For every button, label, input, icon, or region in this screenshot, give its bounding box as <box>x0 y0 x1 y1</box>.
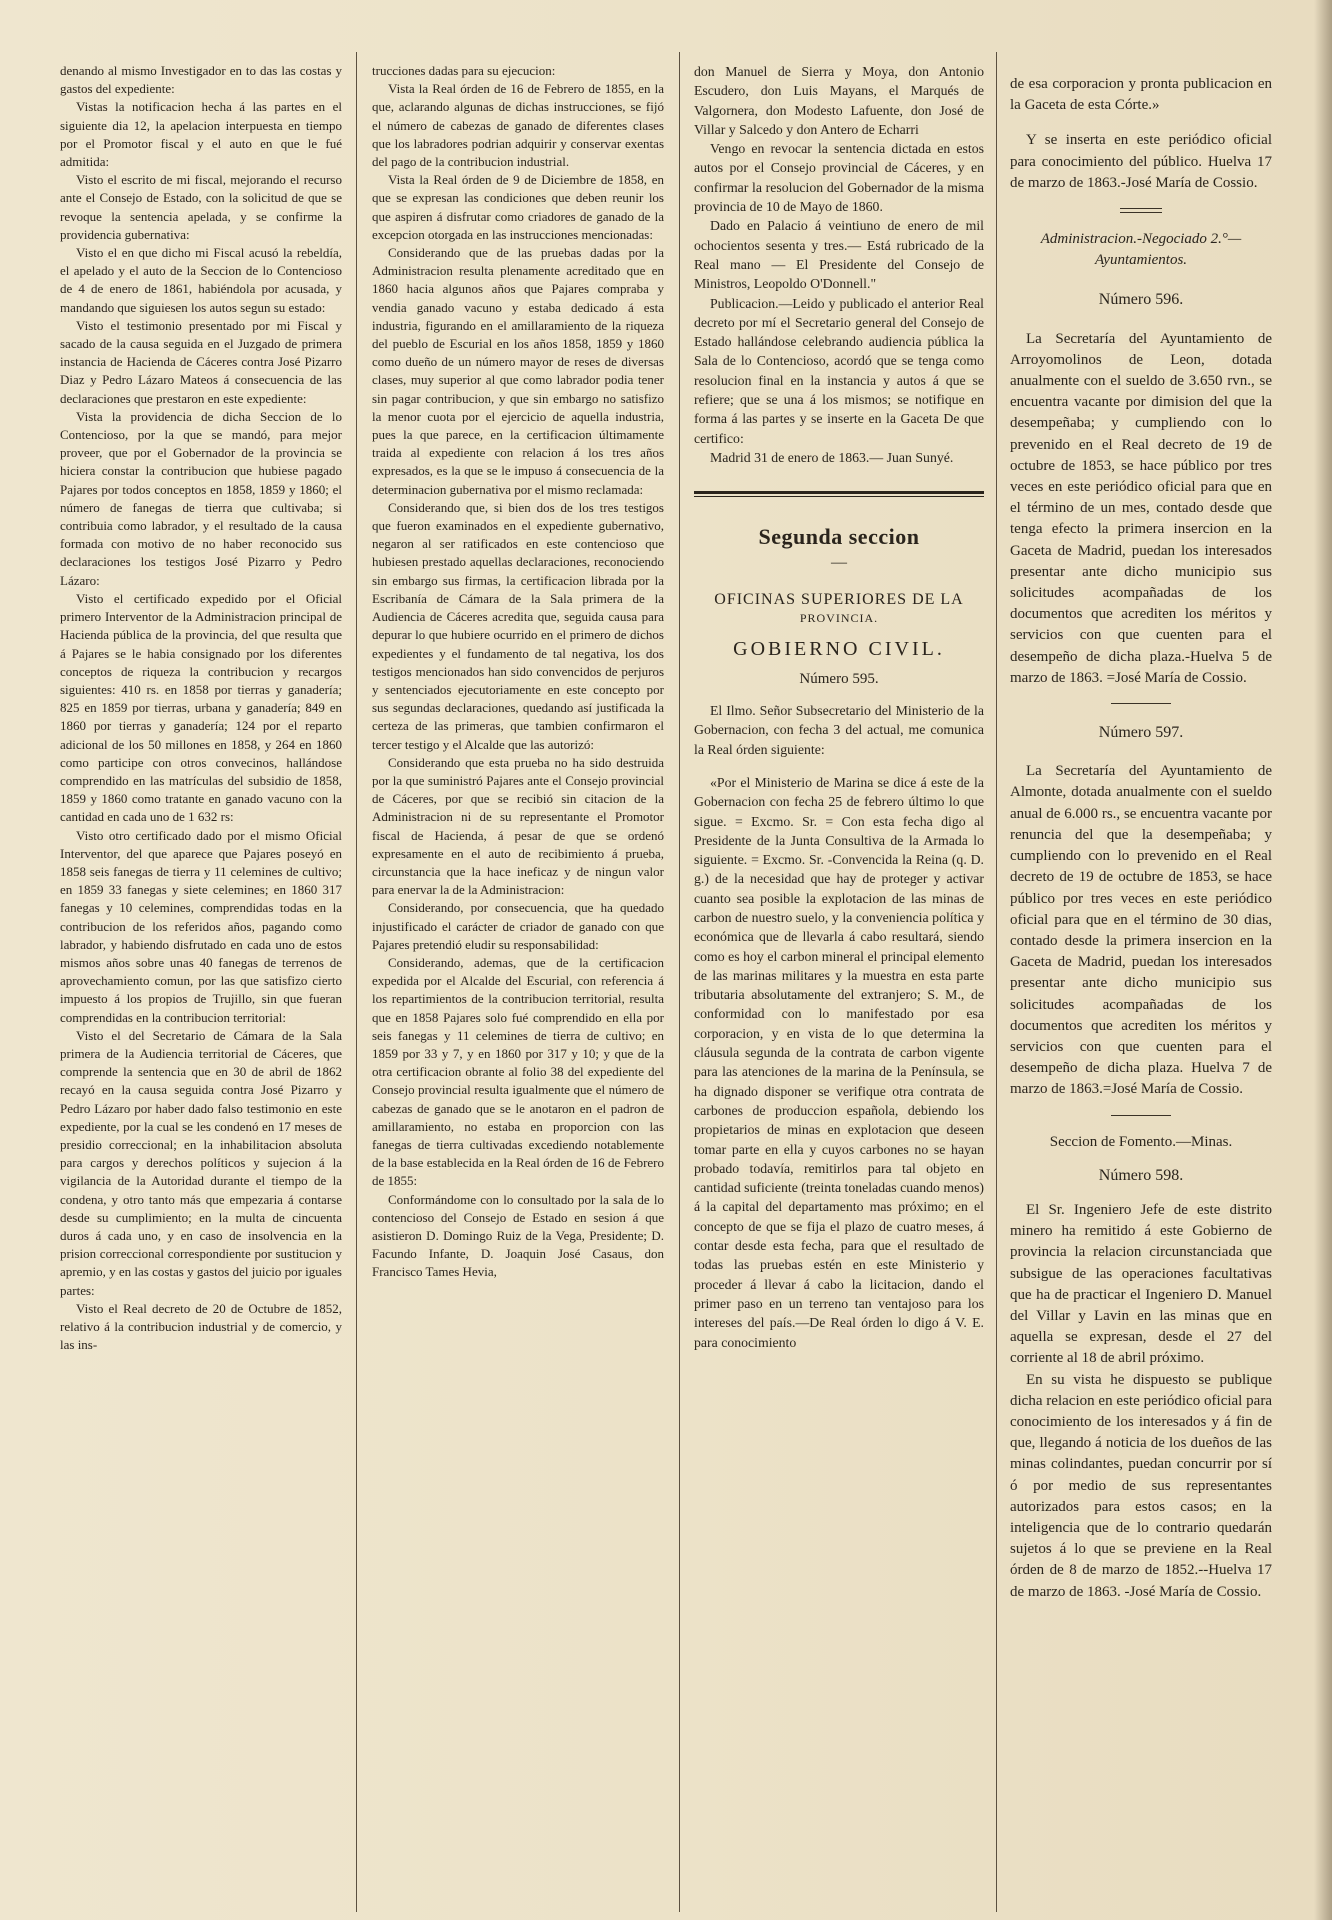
divider <box>1120 208 1162 213</box>
paragraph: don Manuel de Sierra y Moya, don Antonio Escudero, don Luis Mayans, el Marqués de Valgornera, don Modesto Lafuente, don José de Villar y Salcedo y don Antero de Echarri <box>694 64 984 137</box>
column-2 <box>372 62 664 1282</box>
page-edge <box>1314 0 1332 1920</box>
notice-number: Número 598. <box>1098 1166 1184 1184</box>
paragraph: Considerando, ademas, que de la certificacion expedida por el Alcalde del Escurial, con referencia á los repartimientos de la contribucion territorial, resulta que en 1858 Pajares solo fué comprendido en ella por seis fanegas y 11 celemines de tierra de cultivo; en 1859 por 33 y 7, y en 1860 por 317 y 10; y que de la otra certificacion obrante al folio 38 del expediente del Consejo provincial resulta igualmente que el número de cabezas de ganado que se le anotaron en el padron de amillaramiento, no estaba en proporcion con las fanegas de tierra cultivadas excediendo notablemente de la base establecida en la Real órden de 16 de Febrero de 1855: <box>372 954 664 1189</box>
divider <box>1111 703 1171 704</box>
paragraph: «Por el Ministerio de Marina se dice á este de la Gobernacion con fecha 25 de febrero último lo que sigue. = Excmo. Sr. = Con esta fecha digo al Presidente de la Junta Consultiva de la Armada lo siguiente. = Excmo. Sr. -Convencida la Reina (q. D. g.) de la necesidad que hay de proteger y activar cuanto sea posible la explotacion de las minas de carbon de nuestro suelo, y la conveniencia política y económica que de llevarla á cabo resultará, siendo como es hoy el carbon mineral el principal elemento de las marinas militares y la muestra en esta parte tributaria absolutamente del extranjero; S. M., de conformidad con lo manifestado por esa corporacion, y en vista de lo que determina la cláusula segunda de la contrata de carbon vigente para las atenciones de la marina de la Península, se ha dignado disponer se verifique otra contrata de carbones de produccion española, debiendo los propietarios de minas en explotacion que deseen tomar parte en ella y cuyos carbones no se hayan probado todavía, remitirlos para tal objeto en cantidad suficiente (treinta toneladas cuando menos) á la capital del departamento mas próximo; en el concepto de que se fija el plazo de cuatro meses, á contar desde esta fecha, para que el resultado de todas las pruebas estén en este Ministerio y proceder á llevar á cabo la licitacion, dando el primer paso en un terreno tan ventajoso para los intereses del país.—De Real órden lo digo á V. E. para conocimiento <box>694 774 985 1350</box>
office-title: OFICINAS SUPERIORES DE LA <box>714 590 964 608</box>
section-rule <box>694 496 984 497</box>
paragraph: Visto el certificado expedido por el Oficial primero Interventor de la Administracion principal de Hacienda pública de la provincia, del que resulta que á Pajares se le habia consignado por los diferentes conceptos de riqueza la contribucion y recargos siguientes: 410 rs. en 1858 por tierras y ganadería; 825 en 1859 por tierras, urbana y ganadería; 849 en 1860 por tierras y ganadería; 124 por el reparto adicional de los 50 millones en 1858, y 264 en 1860 como participe con otros convecinos, hallándose comprendido en las matrículas del subsidio de 1858, 1859 y 1860 como tratante en ganado vacuno con la cantidad en cada uno de 1 632 rs: <box>60 590 342 825</box>
paragraph: La Secretaría del Ayuntamiento de Arroyomolinos de Leon, dotada anualmente con el sueldo de 3.650 rvn., se encuentra vacante por dimision del que la desempeñaba; y cumpliendo con lo prevenido en el Real decreto de 19 de octubre de 1853, se hace público por tres veces en este periódico oficial para que en el término de un mes, contado desde que tenga efecto la primera insercion en la Gaceta de Madrid, puedan los interesados presentar ante dicho municipio sus solicitudes acompañadas de los documentos que acrediten los méritos y servicios con que cuenten para el desempeño de dicha plaza.-Huelva 5 de marzo de 1863. =José María de Cossio. <box>1010 330 1272 686</box>
paragraph: trucciones dadas para su ejecucion: <box>372 63 556 78</box>
paragraph: Publicacion.—Leido y publicado el anterior Real decreto por mí el Secretario general del Consejo de Estado hallándose celebrando audiencia pública la Sala de lo Contencioso, acordó que se tenga como resolucion final en la instancia y autos á que se refiere; que se una á los mismos; se notifique en forma á las partes y se inserte en la Gaceta De que certifico: <box>694 295 984 446</box>
paragraph: Vista la Real órden de 9 de Diciembre de 1858, en que se expresan las condiciones que deben reunir los que aspiren á disfrutar como criadores de ganado de la excepcion otorgada en las instrucciones mencionadas: <box>372 172 664 242</box>
paragraph: Considerando que, si bien dos de los tres testigos que fueron examinados en el expediente gubernativo, negaron al ser ratificados en este contencioso que hubiesen prestado aquellas declaraciones, reconociendo sin embargo sus firmas, la certificacion librada por la Escribanía de Cámara de la Sala primera de la Audiencia de Cáceres acredita que, seguida causa para depurar lo que hubiere ocurrido en el primero de dichos expedientes y el fundamento de tal negativa, los dos testigos mencionados han sido convencidos de perjuros y sentenciados ejecutoriamente en este concepto por sus segundas declaraciones, quedando así justificada la certeza de las primeras, que tambien confirmaron el tercer testigo y el Alcalde que las autorizó: <box>372 499 664 752</box>
paragraph: Vista la providencia de dicha Seccion de lo Contencioso, por la que se mandó, para mejor proveer, que por el Gobernador de la provincia se hiciera constar la contribucion que hubiese pagado Pajares por todos conceptos en 1858, 1859 y 1860; el número de fanegas de tierra que cultivaba; si contribuia como labrador, y el resultado de la causa formada con motivo de no haber reconocido sus declaraciones los testigos José Pizarro y Pedro Lázaro: <box>60 408 342 588</box>
section-rule <box>694 491 984 494</box>
column-rule <box>996 52 997 1912</box>
paragraph: Conformándome con lo consultado por la sala de lo contencioso del Consejo de Estado en sesion á que asistieron D. Domingo Ruiz de la Vega, Presidente; D. Facundo Infante, D. Joaquin José Casaus, don Francisco Tames Hevia, <box>372 1191 664 1280</box>
paragraph: El Sr. Ingeniero Jefe de este distrito minero ha remitido á este Gobierno de provincia la relacion circunstanciada que subsigue de las operaciones facultativas que ha de practicar el Ingeniero D. Manuel del Villar y Lavin en las minas que en aquella se expresan, desde el 27 del corriente al 18 de abril próximo. <box>1010 1201 1272 1367</box>
section-heading: Seccion de Fomento.—Minas. <box>1049 1133 1233 1150</box>
paragraph: El Ilmo. Señor Subsecretario del Ministerio de la Gobernacion, con fecha 3 del actual, me comunica la Real órden siguiente: <box>694 703 984 757</box>
paragraph: La Secretaría del Ayuntamiento de Almonte, dotada anualmente con el sueldo anual de 6.000 rs., se encuentra vacante por renuncia del que la desempeñaba; y cumpliendo con lo prevenido en el Real decreto de 19 de octubre de 1853, se hace público por tres veces en este periódico oficial para que en el término de 30 dias, contado desde la primera insercion en la Gaceta de Madrid, puedan los interesados presentar ante dicho municipio sus solicitudes acompañadas de los documentos que acrediten los méritos y servicios con que cuenten para el desempeño de dicha plaza. Huelva 7 de marzo de 1863.=José María de Cossio. <box>1010 763 1272 1098</box>
paragraph: Visto el escrito de mi fiscal, mejorando el recurso ante el Consejo de Estado, con la solicitud de que se revoque la sentencia apelada, y se confirme la providencia gubernativa: <box>60 172 342 242</box>
admin-heading: Ayuntamientos. <box>1094 252 1188 269</box>
section-dash: — <box>831 553 847 571</box>
divider <box>1111 1115 1171 1116</box>
notice-number: Número 596. <box>1098 291 1184 309</box>
spacer <box>694 759 984 773</box>
government-title: GOBIERNO CIVIL. <box>733 638 945 661</box>
paragraph: Visto el del Secretario de Cámara de la Sala primera de la Audiencia territorial de Cáceres, que comprende la sentencia que en 30 de abril de 1862 recayó en la causa seguida contra José Pizarro y Pedro Lázaro por haber dado falso testimonio en este expediente, por la cual se les condenó en 17 meses de presidio correccional; en la inhabilitacion absoluta para cargos y derechos políticos y sujecion á la vigilancia de la Autoridad durante el tiempo de la condena, y otro tanto más que empezaria á contarse desde su cumplimiento; en la multa de cincuenta duros á cada uno, y en caso de insolvencia en la prision correccional correspondiente por sustitucion y apremio, y en las costas y gastos del juicio por iguales partes: <box>60 1027 342 1298</box>
paragraph: Visto otro certificado dado por el mismo Oficial Interventor, del que aparece que Pajares poseyó en 1858 seis fanegas de tierra y 11 celemines de cultivo; en 1859 33 fanegas y siete celemines; en 1860 317 fanegas y 10 celemines, comprendidas todas en la contribucion de los referidos años, pagando como labrador, y habiendo disfrutado en cada uno de estos mismos años sobre unas 40 fanegas de terrenos de aprovechamiento comun, por las que satisfizo cierto impuesto á los propios de Trujillo, sin que fueran comprendidas en la contribucion territorial: <box>60 827 342 1025</box>
paragraph: Considerando que de las pruebas dadas por la Administracion resulta plenamente acreditado que en 1860 hacia algunos años que Pajares compraba y vendia ganado vacuno y estaba dedicado á esta industria, figurando en el amillaramiento de la riqueza del pueblo de Escurial en los años 1858, 1859 y 1860 como dueño de un número mayor de reses de diversas clases, muy superior al que como labrador podia tener sin pagar contribucion, y que sin embargo no satisfizo la menor cuota por el ejercicio de aquella industria, pues la que parece, en la certificacion últimamente traida al expediente con relacion á los tres años expresados, es la que se le impuso á consecuencia de la determinacion gubernativa por el mismo reclamada: <box>372 245 664 497</box>
paragraph: Visto el testimonio presentado por mi Fiscal y sacado de la causa seguida en el Juzgado de primera instancia de Hacienda de Cáceres contra José Pizarro Diaz y Pedro Lázaro Mateos á consecuencia de las declaraciones que prestaron en este expediente: <box>60 317 342 406</box>
column-4 <box>1010 74 1272 1603</box>
admin-heading: Administracion.-Negociado 2.°— <box>1040 231 1242 248</box>
paragraph: Considerando, por consecuencia, que ha quedado injustificado el carácter de criador de ganado con que Pajares pretendió eludir su responsabilidad: <box>372 900 664 952</box>
notice-number: Número 597. <box>1098 724 1184 742</box>
paragraph: Y se inserta en este periódico oficial para conocimiento del público. Huelva 17 de marzo de 1863.-José María de Cossio. <box>1010 132 1272 191</box>
notice-number: Número 595. <box>799 670 879 687</box>
paragraph: Dado en Palacio á veintiuno de enero de mil ochocientos sesenta y tres.— Está rubricado de la Real mano — El Presidente del Consejo de Ministros, Leopoldo O'Donnell." <box>694 218 984 292</box>
paragraph: de esa corporacion y pronta publicacion en la Gaceta de esta Córte.» <box>1010 76 1272 114</box>
paragraph: Vistas la notificacion hecha á las partes en el siguiente dia 12, la apelacion interpuesta en tiempo por el Promotor fiscal y el auto en que le fué admitida: <box>60 99 342 170</box>
column-3 <box>694 62 984 1352</box>
signature-line: Madrid 31 de enero de 1863.— Juan Sunyé. <box>710 449 954 465</box>
spacer <box>1010 116 1272 130</box>
paragraph: Vista la Real órden de 16 de Febrero de 1855, en la que, aclarando algunas de dichas instrucciones, se fijó el número de cabezas de ganado de diferentes clases que los labradores podrian adquirir y conservar exentas del pago de la contribucion industrial. <box>372 81 664 170</box>
paragraph: denando al mismo Investigador en to das las costas y gastos del expediente: <box>60 63 342 97</box>
paragraph: En su vista he dispuesto se publique dicha relacion en este periódico oficial para conocimiento de los interesados y á fin de que, llegando á noticia de los dueños de las minas colindantes, puedan concurrir por sí ó por medio de sus representantes autorizados para estos casos; en la inteligencia que de lo contrario quedarán sujetos á lo que se previene en la Real órden de 8 de marzo de 1852.--Huelva 17 de marzo de 1863. -José María de Cossio. <box>1010 1371 1272 1600</box>
section-title: Segunda seccion <box>758 524 920 550</box>
paragraph: Visto el Real decreto de 20 de Octubre de 1852, relativo á la contribucion industrial y de comercio, y las ins- <box>60 1300 342 1353</box>
office-subtitle: PROVINCIA. <box>799 611 879 626</box>
column-1 <box>60 62 342 1354</box>
paragraph: Considerando que esta prueba no ha sido destruida por la que suministró Pajares ante el Consejo provincial de Cáceres, por que se recibió sin citacion de la Administracion ni de su representante el Promotor fiscal de Hacienda, á pesar de que se ordenó expresamente en el auto de recibimiento á prueba, circunstancia que la hace ineficaz y de ningun valor para enervar la de la Administracion: <box>372 754 664 898</box>
paragraph: Visto el en que dicho mi Fiscal acusó la rebeldía, el apelado y el auto de la Seccion de lo Contencioso de 4 de enero de 1861, habiéndola por acusada, y mandando que siguiesen los autos segun su estado: <box>60 245 342 315</box>
paragraph: Vengo en revocar la sentencia dictada en estos autos por el Consejo provincial de Cáceres, y en confirmar la resolucion del Gobernador de la misma provincia de 10 de Mayo de 1860. <box>694 141 984 215</box>
column-rule <box>356 52 357 1912</box>
column-rule <box>679 52 680 1912</box>
